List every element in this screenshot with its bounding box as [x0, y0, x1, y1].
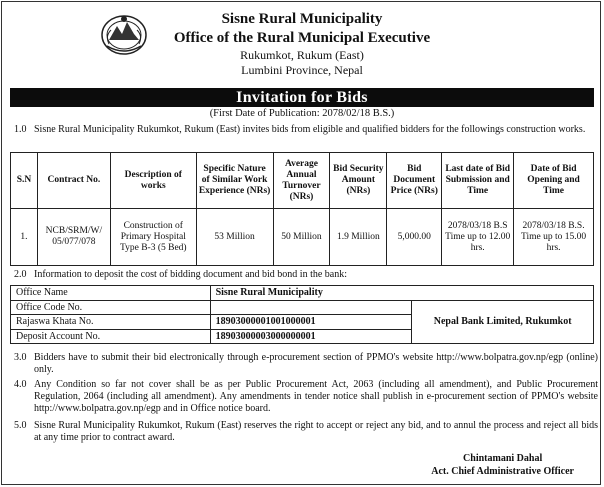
bid-table — [10, 152, 594, 266]
office-name: Office of the Rural Municipal Executive — [173, 30, 431, 46]
table-row — [11, 286, 594, 301]
municipality-name: Sisne Rural Municipality — [221, 11, 383, 27]
paragraph-text: Sisne Rural Municipality Rukumkot, Rukum (East) invites bids from eligible and qualified bidders for the followings construction works. — [34, 124, 586, 135]
column-header: Specific Nature of Similar Work Experience (NRs) — [196, 153, 273, 209]
bank-info-table — [10, 285, 594, 344]
column-header: Contract No. — [37, 153, 110, 209]
table-cell: 2078/03/18 B.S. Time up to 15.00 hrs. — [514, 209, 594, 266]
column-header: S.N — [11, 153, 38, 209]
paragraph-1 — [14, 124, 598, 136]
publication-date: (First Date of Publication: 2078/02/18 B.S.) — [209, 108, 395, 119]
table-cell: NCB/SRM/W/ 05/077/078 — [37, 209, 110, 266]
notice-banner: Invitation for Bids — [10, 88, 594, 107]
paragraph-text: Sisne Rural Municipality Rukumkot, Rukum (East) reserves the right to accept or reject any bid, and to annul the process and reject all bids at any time prior to contract award. — [34, 420, 598, 443]
table-row — [11, 300, 594, 315]
table-cell: 2078/03/18 B.S Time up to 12.00 hrs. — [442, 209, 514, 266]
office-code-label: Office Code No. — [11, 300, 211, 315]
table-cell: 1. — [11, 209, 38, 266]
deposit-account-value: 18903000003000000001 — [210, 329, 412, 344]
rajaswa-khata-label: Rajaswa Khata No. — [11, 315, 211, 330]
paragraph-5 — [14, 420, 598, 444]
column-header: Bid Security Amount (NRs) — [330, 153, 387, 209]
signatory-name: Chintamani Dahal — [463, 453, 543, 464]
column-header: Bid Document Price (NRs) — [387, 153, 442, 209]
government-emblem-icon — [99, 10, 149, 56]
paragraph-number: 1.0 — [14, 124, 27, 135]
rajaswa-khata-value: 18903000001001000001 — [210, 315, 412, 330]
column-header: Description of works — [110, 153, 196, 209]
signature-block — [431, 452, 574, 478]
table-cell: 50 Million — [273, 209, 330, 266]
office-code-value — [210, 300, 412, 315]
paragraph-3 — [14, 352, 598, 376]
address-line-1: Rukumkot, Rukum (East) — [240, 48, 364, 62]
column-header: Last date of Bid Submission and Time — [442, 153, 514, 209]
paragraph-2 — [14, 269, 598, 281]
paragraph-text: Information to deposit the cost of bidding document and bid bond in the bank: — [34, 269, 348, 280]
paragraph-number: 4.0 — [14, 379, 27, 390]
table-cell: 53 Million — [196, 209, 273, 266]
bank-name: Nepal Bank Limited, Rukumkot — [412, 300, 594, 344]
deposit-account-label: Deposit Account No. — [11, 329, 211, 344]
notice-header — [150, 10, 454, 78]
paragraph-text: Bidders have to submit their bid electronically through e-procurement section of PPMO's website http://www.bolpatra.gov.np/egp (online) only. — [34, 352, 598, 375]
paragraph-text: Any Condition so far not cover shall be as per Public Procurement Act, 2063 (including all amendment), and Public Procurement Regulation, 2064 (including all amendment). Any amendments in tender notice shall publish in e-procurement section of PPMO's website http://www.bolpatra.gov.np/egp and in Office notice board. — [34, 379, 598, 414]
bid-table-header-row — [11, 153, 594, 209]
signatory-title: Act. Chief Administrative Officer — [431, 466, 574, 477]
table-row — [11, 209, 594, 266]
address-line-2: Lumbini Province, Nepal — [241, 63, 363, 77]
office-name-value: Sisne Rural Municipality — [210, 286, 593, 301]
table-cell: Construction of Primary Hospital Type B-3 (5 Bed) — [110, 209, 196, 266]
paragraph-number: 5.0 — [14, 420, 27, 431]
table-cell: 1.9 Million — [330, 209, 387, 266]
column-header: Average Annual Turnover (NRs) — [273, 153, 330, 209]
paragraph-number: 2.0 — [14, 269, 27, 280]
table-cell: 5,000.00 — [387, 209, 442, 266]
office-name-label: Office Name — [11, 286, 211, 301]
paragraph-4 — [14, 379, 598, 415]
paragraph-number: 3.0 — [14, 352, 27, 363]
column-header: Date of Bid Opening and Time — [514, 153, 594, 209]
